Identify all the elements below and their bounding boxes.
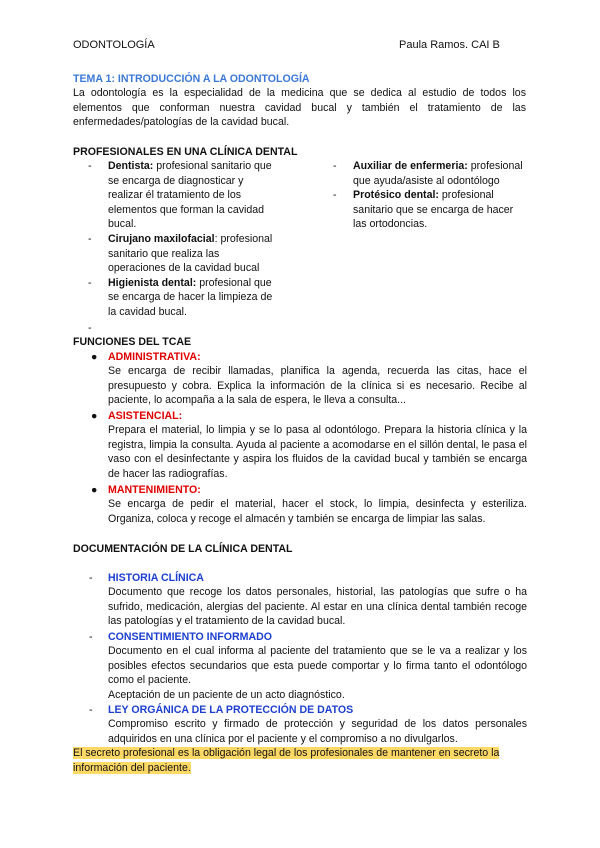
func-desc-mant: Se encarga de pedir el material, hacer el stock, lo limpia, desinfecta y esteriliza. Organiza, coloca y recoge el almacén y también se encarga de limpiar las salas. <box>108 498 527 525</box>
func-term: ASISTENCIAL <box>108 410 179 422</box>
prof-desc: profesional sanitario que se encarga de hacer las ortodoncias. <box>353 189 514 231</box>
bullet-dash: - <box>89 631 93 643</box>
prof-cirujano <box>88 232 278 276</box>
funciones-heading: FUNCIONES DEL TCAE <box>73 336 192 348</box>
func-colon: : <box>178 410 183 422</box>
bullet-dash: - <box>333 160 337 172</box>
bullet-dash: - <box>88 276 92 289</box>
bullet-dot: ● <box>91 351 98 363</box>
profesionales-col-left <box>88 159 278 320</box>
prof-term: Auxiliar de enfermeria: <box>353 160 468 172</box>
secreto-profesional <box>73 746 528 775</box>
bullet-dash: - <box>89 572 93 584</box>
func-term-mant <box>108 483 201 498</box>
prof-term: Higienista dental: <box>108 276 197 289</box>
func-term: MANTENIMIENTO <box>108 484 198 496</box>
bullet-dot: ● <box>91 484 98 496</box>
func-desc-admin: Se encarga de recibir llamadas, planifica la agenda, recuerda las citas, hace el presupuesto y cobra. Explica la información de la clínica si es necesario. Recibe al paciente, lo acompaña a la sala de espera, le lleva a consulta... <box>108 365 527 407</box>
documentacion-heading: DOCUMENTACIÓN DE LA CLÍNICA DENTAL <box>73 543 293 555</box>
prof-term: Protésico dental: <box>353 189 439 202</box>
func-desc-asist: Prepara el material, lo limpia y se lo pasa al odontólogo. Prepara la historia clínica y la registra, limpia la consulta. Ayuda al paciente a acomodarse en el sillón dental, le pasa el vaso con el desinfectante y aspira los fluidos de la cavidad bucal y también se encarga de hacer las radiografías. <box>108 424 527 480</box>
bullet-dash: - <box>88 160 92 172</box>
doc-desc-consentimiento: Documento en el cual informa al paciente del tratamiento que se le va a realizar y los posibles efectos secundarios que esta puede comportar y lo firma tanto el odontólogo como el paciente. <box>108 645 527 687</box>
prof-dentista <box>88 159 278 232</box>
header-subject: ODONTOLOGÍA <box>73 39 155 51</box>
doc-desc-historia: Documento que recoge los datos personales, historial, las patologías que sufre o ha sufrido, medicación, alergias del paciente. Al estar en una clínica dental también recoge las patologías y el tratamiento de la cavidad bucal. <box>108 586 527 628</box>
func-term-admin <box>108 350 201 365</box>
tema-title: TEMA 1: INTRODUCCIÓN A LA ODONTOLOGÍA <box>73 73 310 85</box>
bullet-dash: - <box>333 189 337 202</box>
bullet-dash: - <box>89 704 93 716</box>
func-colon: : <box>197 351 201 363</box>
prof-higienista <box>88 276 278 320</box>
doc-term-consentimiento: CONSENTIMIENTO INFORMADO <box>108 631 273 643</box>
prof-desc: profesional que se encarga de hacer la limpieza de la cavidad bucal. <box>108 276 273 318</box>
func-term-asist <box>108 409 182 424</box>
prof-term: Dentista: <box>108 160 154 172</box>
profesionales-heading: PROFESIONALES EN UNA CLÍNICA DENTAL <box>73 146 298 158</box>
func-term: ADMINISTRATIVA <box>108 351 198 363</box>
empty-dash: - <box>88 322 92 334</box>
bullet-dot: ● <box>91 410 98 422</box>
prof-auxiliar <box>333 159 523 188</box>
doc-extra-consentimiento: Aceptación de un paciente de un acto diagnóstico. <box>108 689 345 701</box>
func-colon: : <box>197 484 201 496</box>
doc-term-lopd: LEY ORGÁNICA DE LA PROTECCIÓN DE DATOS <box>108 704 354 716</box>
prof-desc: profesional que ayuda/asiste al odontólogo <box>353 160 523 187</box>
prof-term: Cirujano maxilofacial <box>108 232 215 245</box>
prof-desc: : profesional sanitario que realiza las operaciones de la cavidad bucal <box>108 232 273 275</box>
prof-desc: profesional sanitario que se encarga de diagnosticar y realizar él tratamiento de los elementos que forman la cavidad bucal. <box>108 160 272 231</box>
doc-term-historia: HISTORIA CLÍNICA <box>108 572 204 584</box>
prof-protesico <box>333 188 523 232</box>
intro-paragraph: La odontología es la especialidad de la medicina que se dedica al estudio de todos los elementos que conforman nuestra cavidad bucal y también el tratamiento de las enfermedades/patologías de la cavidad bucal. <box>73 87 526 129</box>
doc-desc-lopd: Compromiso escrito y firmado de protección y seguridad de los datos personales adquiridos en una clínica por el paciente y el compromiso a no divulgarlos. <box>108 718 527 745</box>
header-author: Paula Ramos. CAI B <box>399 39 500 51</box>
profesionales-col-right <box>333 159 523 232</box>
bullet-dash: - <box>88 232 92 245</box>
highlighted-text: El secreto profesional es la obligación legal de los profesionales de mantener en secreto la información del paciente. <box>73 747 500 774</box>
